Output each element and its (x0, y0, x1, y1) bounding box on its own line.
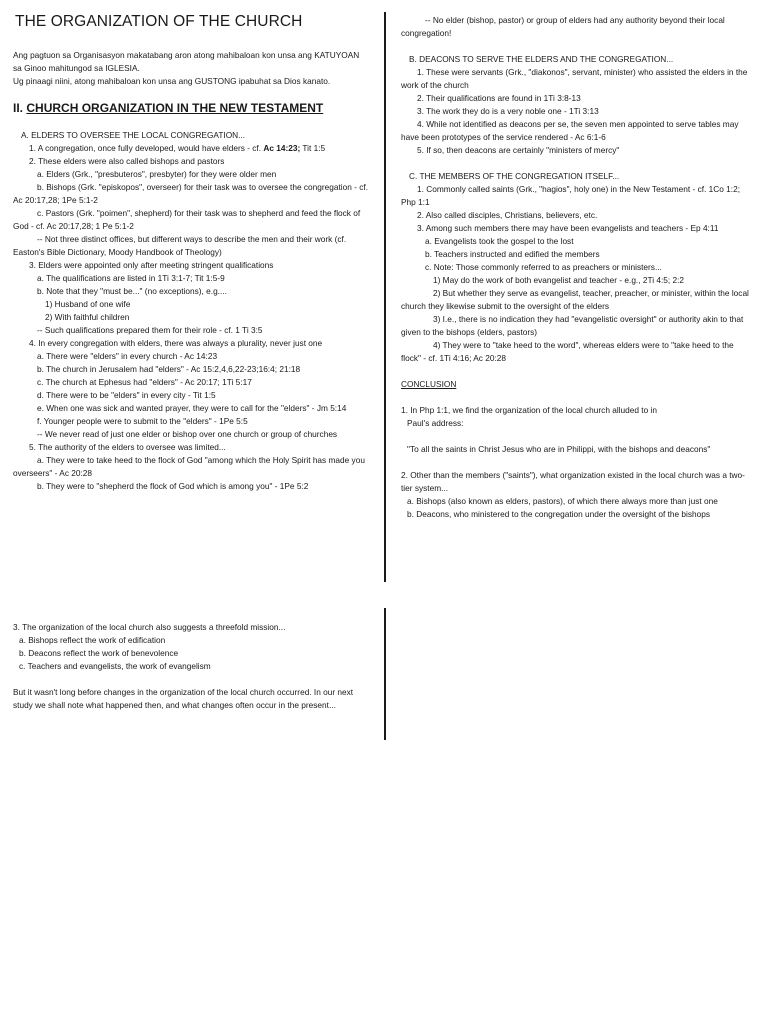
section-title: CHURCH ORGANIZATION IN THE NEW TESTAMENT (26, 101, 324, 115)
text-line: a. Bishops (also known as elders, pastors), of which there always more than just one (407, 496, 718, 506)
text-line: 3. The work they do is a very noble one - 1Ti 3:13 (417, 106, 599, 116)
text-line: 3. Among such members there may have been evangelists and teachers - Ep 4:11 (417, 223, 719, 233)
intro (13, 49, 369, 88)
text-line: Paul's address: (407, 418, 464, 428)
text-line: e. When one was sick and wanted prayer, they were to call for the "elders" - Jm 5:14 (37, 403, 347, 413)
text-line: b. Teachers instructed and edified the members (425, 249, 600, 259)
text-line: 3) I.e., there is no indication they had "evangelistic oversight" or authority akin to that given to the bishops (elders, pastors) (401, 314, 744, 337)
right-column (401, 14, 753, 521)
section-heading (13, 102, 369, 115)
text-line: 4. In every congregation with elders, there was always a plurality, never just one (29, 338, 323, 348)
closing-paragraph: But it wasn't long before changes in the organization of the local church occurred. In our next study we shall note what happened then, and what changes often occur in the present... (13, 687, 354, 710)
subheading-elders: A. ELDERS TO OVERSEE THE LOCAL CONGREGATION... (21, 130, 246, 140)
text-line: 4) They were to "take heed to the word", whereas elders were to "take heed to the flock" - cf. 1Ti 4:16; Ac 20:28 (401, 340, 734, 363)
column-divider-bottom (384, 608, 386, 740)
text-line: a. Evangelists took the gospel to the lost (425, 236, 574, 246)
scripture-reference: Ac 14:23; (263, 143, 301, 153)
text-line: 2) But whether they serve as evangelist, teacher, preacher, or minister, within the local church they likewise submit to the oversight of the elders (401, 288, 749, 311)
text-line: a. The qualifications are listed in 1Ti 3:1-7; Tit 1:5-9 (37, 273, 225, 283)
text-line: a. Bishops reflect the work of edification (19, 635, 166, 645)
text-line: -- We never read of just one elder or bishop over one church or group of churches (37, 429, 338, 439)
text-line: 2. Their qualifications are found in 1Ti 3:8-13 (417, 93, 581, 103)
text-line: c. Note: Those commonly referred to as preachers or ministers... (425, 262, 662, 272)
page-title: THE ORGANIZATION OF THE CHURCH (15, 13, 303, 30)
text-line: 3. The organization of the local church also suggests a threefold mission... (13, 622, 286, 632)
bottom-left-section (13, 621, 369, 712)
conclusion-heading: CONCLUSION (401, 379, 457, 389)
text-line: 2) With faithful children (45, 312, 130, 322)
section-numeral: II. (13, 101, 24, 115)
text-line: b. Deacons reflect the work of benevolence (19, 648, 179, 658)
text-line: 1) Husband of one wife (45, 299, 131, 309)
text-line: Tit 1:5 (300, 143, 326, 153)
quote: "To all the saints in Christ Jesus who are in Philippi, with the bishops and deacons" (407, 444, 711, 454)
text-line: 2. These elders were also called bishops and pastors (29, 156, 225, 166)
subheading-deacons: B. DEACONS TO SERVE THE ELDERS AND THE CONGREGATION... (409, 54, 674, 64)
text-line: 5. The authority of the elders to oversee was limited... (29, 442, 226, 452)
intro-paragraph-2: Ug pinaagi niini, atong mahibaloan kon unsa ang GUSTONG ipabuhat sa Dios kanato. (13, 76, 331, 86)
text-line: b. They were to "shepherd the flock of God which is among you" - 1Pe 5:2 (37, 481, 309, 491)
text-line: 1. Commonly called saints (Grk., "hagios", holy one) in the New Testament - cf. 1Co 1:2; Php 1:1 (401, 184, 741, 207)
text-line: 2. Other than the members ("saints"), what organization existed in the local church was a two-tier system... (401, 470, 745, 493)
subheading-members: C. THE MEMBERS OF THE CONGREGATION ITSELF... (409, 171, 620, 181)
text-line: b. Note that they "must be..." (no exceptions), e.g.... (37, 286, 227, 296)
column-divider-top (384, 12, 386, 582)
text-line: a. There were "elders" in every church - Ac 14:23 (37, 351, 218, 361)
text-line: b. Bishops (Grk. "episkopos", overseer) for their task was to oversee the congregation - cf. Ac 20:17,28; 1Pe 5:1-2 (13, 182, 369, 205)
text-line: 5. If so, then deacons are certainly "ministers of mercy" (417, 145, 620, 155)
text-line: -- No elder (bishop, pastor) or group of elders had any authority beyond their local congregation! (401, 15, 725, 38)
text-line (13, 142, 369, 155)
text-line: 4. While not identified as deacons per se, the seven men appointed to serve tables may have been prototypes of the service rendered - Ac 6:1-6 (401, 119, 739, 142)
left-column (13, 10, 369, 493)
text-line: 2. Also called disciples, Christians, believers, etc. (417, 210, 598, 220)
text-line: a. They were to take heed to the flock of God "among which the Holy Spirit has made you overseers" - Ac 20:28 (13, 455, 365, 478)
text-line: 1. These were servants (Grk., "diakonos", servant, minister) who assisted the elders in the work of the church (401, 67, 748, 90)
text-line: c. Teachers and evangelists, the work of evangelism (19, 661, 211, 671)
text-line: b. The church in Jerusalem had "elders" - Ac 15:2,4,6,22-23;16:4; 21:18 (37, 364, 301, 374)
text-line: a. Elders (Grk., "presbuteros", presbyter) for they were older men (37, 169, 277, 179)
text-line: b. Deacons, who ministered to the congregation under the oversight of the bishops (407, 509, 711, 519)
text-line: 1) May do the work of both evangelist and teacher - e.g., 2Ti 4:5; 2:2 (433, 275, 685, 285)
text-line: 3. Elders were appointed only after meeting stringent qualifications (29, 260, 274, 270)
text-line: -- Not three distinct offices, but different ways to describe the men and their work (cf. Easton's Bible Dictionary, Moody Handbook of Theology) (13, 234, 347, 257)
text-line: d. There were to be "elders" in every city - Tit 1:5 (37, 390, 216, 400)
text-line: -- Such qualifications prepared them for their role - cf. 1 Ti 3:5 (37, 325, 263, 335)
text-line: 1. A congregation, once fully developed, would have elders - cf. (29, 143, 262, 153)
text-line: 1. In Php 1:1, we find the organization of the local church alluded to in (401, 405, 657, 415)
text-line: c. The church at Ephesus had "elders" - Ac 20:17; 1Ti 5:17 (37, 377, 252, 387)
text-line: c. Pastors (Grk. "poimen", shepherd) for their task was to shepherd and feed the flock of God - cf. Ac 20:17,28; 1 Pe 5:1-2 (13, 208, 361, 231)
text-line: f. Younger people were to submit to the "elders" - 1Pe 5:5 (37, 416, 248, 426)
intro-paragraph-1: Ang pagtuon sa Organisasyon makatabang aron atong mahibaloan kon unsa ang KATUYOAN sa Ginoo mahitungod sa IGLESIA. (13, 50, 360, 73)
